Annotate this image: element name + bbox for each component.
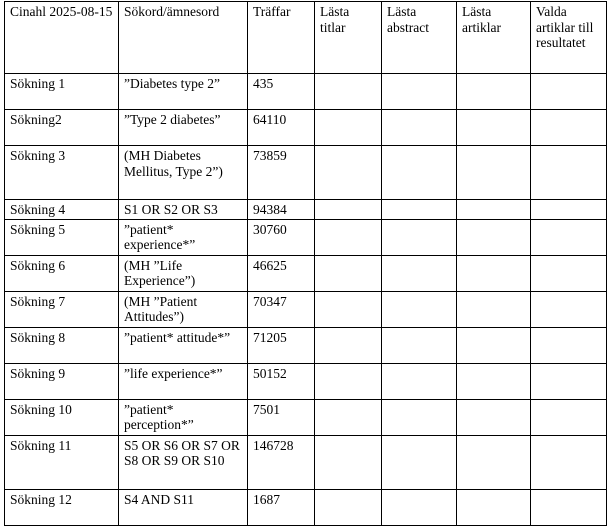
read-articles-cell [457,74,531,110]
search-label-cell: Sökning 5 [5,219,119,255]
read-articles-cell [457,146,531,200]
search-label-cell: Sökning 11 [5,435,119,489]
read-titles-cell [315,219,382,255]
hits-cell: 71205 [248,327,315,363]
read-abstracts-cell [382,327,457,363]
hits-cell: 73859 [248,146,315,200]
read-abstracts-cell [382,363,457,399]
table-body [5,74,607,526]
selected-articles-cell [531,363,607,399]
header-read-abstracts: Lästa abstract [382,2,457,74]
hits-cell: 146728 [248,435,315,489]
hits-cell: 46625 [248,255,315,291]
table-row [5,146,607,200]
read-titles-cell [315,200,382,220]
search-label-cell: Sökning 12 [5,489,119,525]
search-term-cell: ”patient* attitude*” [119,327,248,363]
search-term-cell: ”Diabetes type 2” [119,74,248,110]
search-term-cell: ”Type 2 diabetes” [119,110,248,146]
read-titles-cell [315,255,382,291]
search-label-cell: Sökning 4 [5,200,119,220]
read-articles-cell [457,435,531,489]
read-abstracts-cell [382,399,457,435]
selected-articles-cell [531,435,607,489]
table-row [5,291,607,327]
read-abstracts-cell [382,219,457,255]
selected-articles-cell [531,399,607,435]
selected-articles-cell [531,291,607,327]
hits-cell: 30760 [248,219,315,255]
read-titles-cell [315,435,382,489]
table-row [5,399,607,435]
read-abstracts-cell [382,110,457,146]
read-abstracts-cell [382,291,457,327]
selected-articles-cell [531,110,607,146]
read-abstracts-cell [382,200,457,220]
table-row [5,200,607,220]
read-titles-cell [315,74,382,110]
selected-articles-cell [531,327,607,363]
header-search-terms: Sökord/ämnesord [119,2,248,74]
header-selected-articles: Valda artiklar till resultatet [531,2,607,74]
selected-articles-cell [531,74,607,110]
read-titles-cell [315,146,382,200]
header-read-articles: Lästa artiklar [457,2,531,74]
table-row [5,489,607,525]
search-label-cell: Sökning 3 [5,146,119,200]
hits-cell: 64110 [248,110,315,146]
selected-articles-cell [531,200,607,220]
read-abstracts-cell [382,74,457,110]
search-label-cell: Sökning 9 [5,363,119,399]
header-read-titles: Lästa titlar [315,2,382,74]
read-abstracts-cell [382,435,457,489]
search-term-cell: (MH Diabetes Mellitus, Type 2”) [119,146,248,200]
read-articles-cell [457,327,531,363]
read-articles-cell [457,200,531,220]
read-titles-cell [315,399,382,435]
header-database-date: Cinahl 2025-08-15 [5,2,119,74]
hits-cell: 1687 [248,489,315,525]
selected-articles-cell [531,255,607,291]
search-label-cell: Sökning 10 [5,399,119,435]
read-articles-cell [457,363,531,399]
search-term-cell: S4 AND S11 [119,489,248,525]
table-row [5,363,607,399]
search-term-cell: (MH ”Patient Attitudes”) [119,291,248,327]
search-term-cell: S1 OR S2 OR S3 [119,200,248,220]
search-label-cell: Sökning 8 [5,327,119,363]
read-abstracts-cell [382,146,457,200]
read-articles-cell [457,489,531,525]
read-articles-cell [457,219,531,255]
search-table [4,1,607,526]
selected-articles-cell [531,219,607,255]
selected-articles-cell [531,146,607,200]
search-label-cell: Sökning 7 [5,291,119,327]
read-articles-cell [457,110,531,146]
search-term-cell: ”patient* perception*” [119,399,248,435]
read-titles-cell [315,363,382,399]
search-label-cell: Sökning 6 [5,255,119,291]
read-articles-cell [457,255,531,291]
selected-articles-cell [531,489,607,525]
read-titles-cell [315,327,382,363]
read-titles-cell [315,110,382,146]
read-titles-cell [315,489,382,525]
search-label-cell: Sökning2 [5,110,119,146]
read-titles-cell [315,291,382,327]
table-row [5,255,607,291]
search-term-cell: ”life experience*” [119,363,248,399]
hits-cell: 50152 [248,363,315,399]
read-articles-cell [457,291,531,327]
header-hits: Träffar [248,2,315,74]
hits-cell: 70347 [248,291,315,327]
read-articles-cell [457,399,531,435]
hits-cell: 435 [248,74,315,110]
table-row [5,435,607,489]
table-row [5,110,607,146]
table-row [5,219,607,255]
hits-cell: 7501 [248,399,315,435]
table-row [5,327,607,363]
search-label-cell: Sökning 1 [5,74,119,110]
read-abstracts-cell [382,255,457,291]
search-term-cell: (MH ”Life Experience”) [119,255,248,291]
hits-cell: 94384 [248,200,315,220]
table-row [5,74,607,110]
read-abstracts-cell [382,489,457,525]
search-term-cell: ”patient* experience*” [119,219,248,255]
search-term-cell: S5 OR S6 OR S7 OR S8 OR S9 OR S10 [119,435,248,489]
header-row [5,2,607,74]
